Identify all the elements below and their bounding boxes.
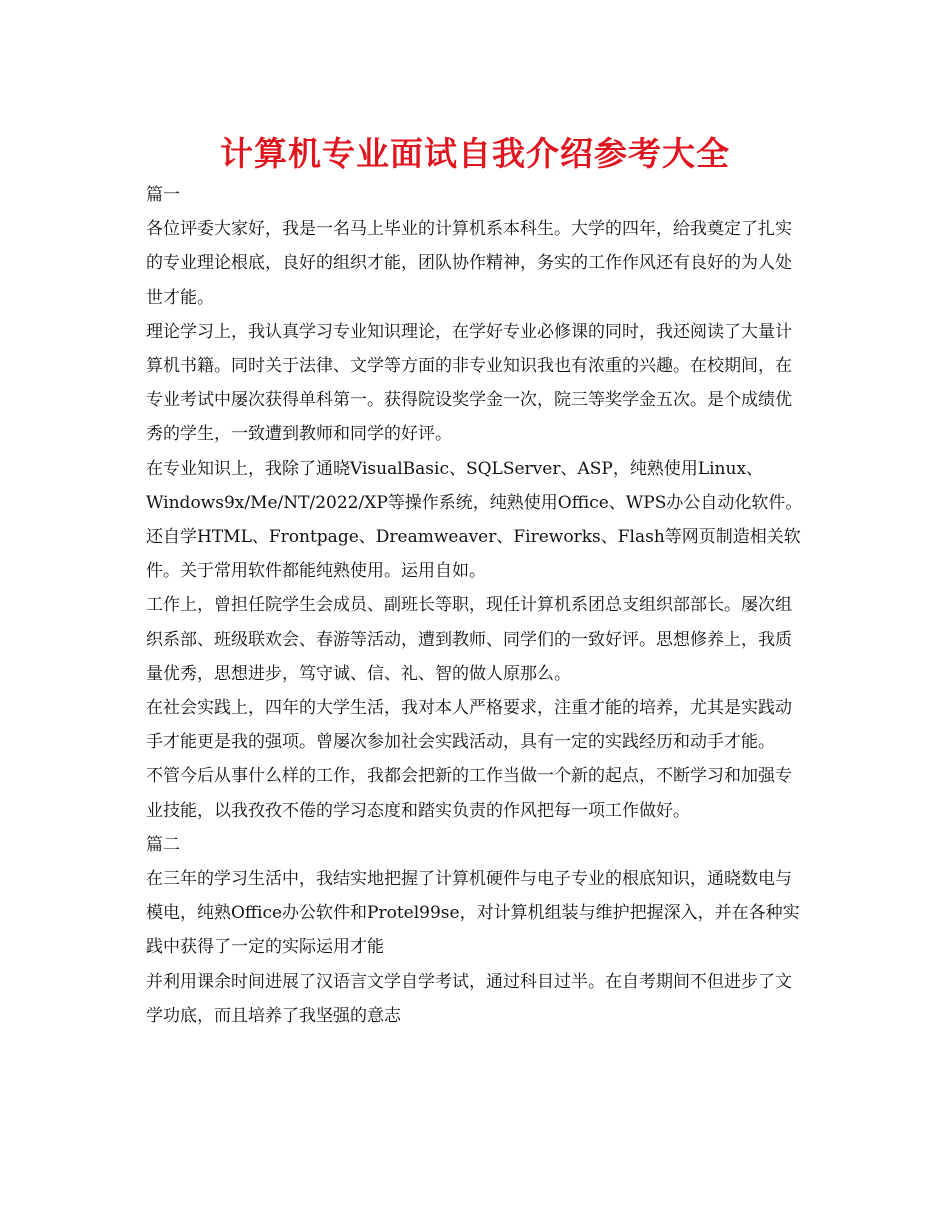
paragraph-theory-study: 理论学习上，我认真学习专业知识理论，在学好专业必修课的同时，我还阅读了大量计算机书籍。同时关于法律、文学等方面的非专业知识我也有浓重的兴趣。在校期间，在专业考试中屡次获得单科第一。获得院设奖学金一次，院三等奖学金五次。是个成绩优秀的学生，一致遭到教师和同学的好评。 <box>146 321 792 445</box>
document-body <box>146 178 806 1033</box>
paragraph-self-study-exam: 并利用课余时间进展了汉语言文学自学考试，通过科目过半。在自考期间不但进步了文学功底，而且培养了我坚强的意志 <box>146 971 792 1026</box>
paragraph-social-practice: 在社会实践上，四年的大学生活，我对本人严格要求，注重才能的培养，尤其是实践动手才能更是我的强项。曾屡次参加社会实践活动，具有一定的实践经历和动手才能。 <box>146 698 792 753</box>
paragraph-work-experience: 工作上，曾担任院学生会成员、副班长等职，现任计算机系团总支组织部部长。屡次组织系部、班级联欢会、春游等活动，遭到教师、同学们的一致好评。思想修养上，我质量优秀，思想进步，笃守诚、信、礼、智的做人原那么。 <box>146 595 792 684</box>
paragraph-professional-skills: 在专业知识上，我除了通晓VisualBasic、SQLServer、ASP，纯熟使用Linux、Windows9x/Me/NT/2022/XP等操作系统，纯熟使用Office、WPS办公自动化软件。还自学HTML、Frontpage、Dreamweaver、Fireworks、Flash等网页制造相关软件。关于常用软件都能纯熟使用。运用自如。 <box>146 458 803 582</box>
section-heading-2: 篇二 <box>146 834 180 855</box>
paragraph-intro: 各位评委大家好，我是一名马上毕业的计算机系本科生。大学的四年，给我奠定了扎实的专业理论根底，良好的组织才能，团队协作精神，务实的工作作风还有良好的为人处世才能。 <box>146 219 792 308</box>
document-title: 计算机专业面试自我介绍参考大全 <box>220 134 730 173</box>
paragraph-study-life: 在三年的学习生活中，我结实地把握了计算机硬件与电子专业的根底知识，通晓数电与模电，纯熟Office办公软件和Protel99se，对计算机组装与维护把握深入，并在各种实践中获得了一定的实际运用才能 <box>146 869 800 958</box>
section-heading-1: 篇一 <box>146 185 180 205</box>
paragraph-closing: 不管今后从事什么样的工作，我都会把新的工作当做一个新的起点，不断学习和加强专业技能，以我孜孜不倦的学习态度和踏实负责的作风把每一项工作做好。 <box>146 766 792 821</box>
